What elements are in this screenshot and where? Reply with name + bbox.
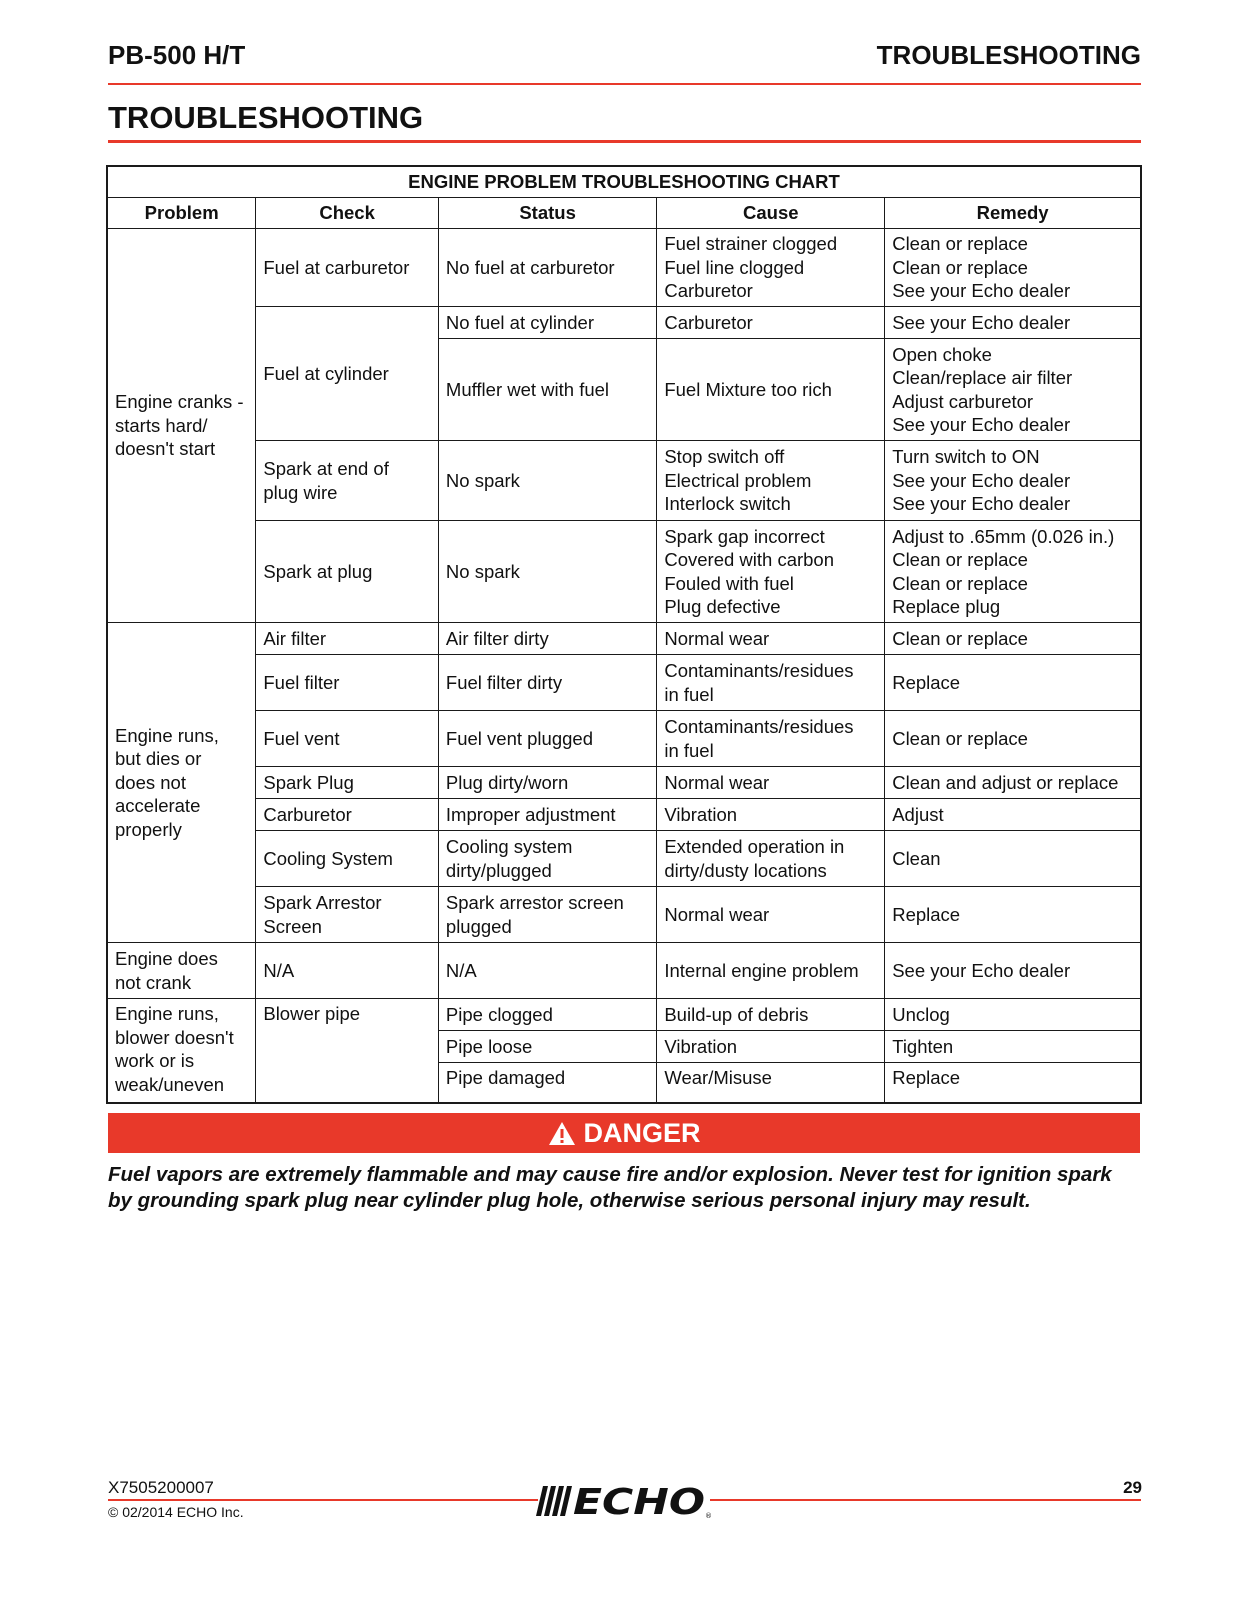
remedy-cell: Unclog	[885, 999, 1141, 1031]
status-cell: Improper adjustment	[438, 799, 656, 831]
check-cell: Fuel filter	[256, 655, 439, 711]
warning-triangle-icon	[547, 1120, 577, 1147]
title-rule	[108, 140, 1141, 143]
cause-cell: Build-up of debris	[657, 999, 885, 1031]
cause-cell: Fuel strainer clogged Fuel line clogged Carburetor	[657, 229, 885, 307]
table-row	[107, 799, 1141, 831]
table-row	[107, 767, 1141, 799]
header-rule	[108, 83, 1141, 85]
cause-cell: Carburetor	[657, 307, 885, 339]
problem-cell: Engine cranks - starts hard/ doesn't start	[107, 229, 256, 623]
check-cell: Fuel at carburetor	[256, 229, 439, 307]
status-cell: N/A	[438, 943, 656, 999]
remedy-cell: Clean and adjust or replace	[885, 767, 1141, 799]
remedy-cell: See your Echo dealer	[885, 943, 1141, 999]
status-cell: Plug dirty/worn	[438, 767, 656, 799]
column-header: Check	[256, 198, 439, 229]
danger-banner	[108, 1113, 1140, 1153]
status-cell: Fuel vent plugged	[438, 711, 656, 767]
remedy-cell: Clean or replace	[885, 711, 1141, 767]
status-cell: No fuel at carburetor	[438, 229, 656, 307]
table-row	[107, 999, 1141, 1031]
document-code: X7505200007	[108, 1478, 214, 1497]
cause-cell: Stop switch off Electrical problem Interlock switch	[657, 441, 885, 521]
remedy-cell: Adjust	[885, 799, 1141, 831]
logo-wordmark: ECHO	[573, 1482, 705, 1520]
table-row	[107, 229, 1141, 307]
cause-cell: Internal engine problem	[657, 943, 885, 999]
cause-cell: Wear/Misuse	[657, 1063, 885, 1103]
cause-cell: Normal wear	[657, 767, 885, 799]
check-cell: Spark Arrestor Screen	[256, 887, 439, 943]
remedy-cell: Clean or replace	[885, 623, 1141, 655]
table-row	[107, 887, 1141, 943]
table-row	[107, 521, 1141, 623]
cause-cell: Spark gap incorrect Covered with carbon Fouled with fuel Plug defective	[657, 521, 885, 623]
status-cell: No fuel at cylinder	[438, 307, 656, 339]
check-cell: Blower pipe	[256, 999, 439, 1103]
table-row	[107, 943, 1141, 999]
column-header: Problem	[107, 198, 256, 229]
danger-label: DANGER	[583, 1117, 701, 1148]
status-cell: Muffler wet with fuel	[438, 339, 656, 441]
problem-cell: Engine does not crank	[107, 943, 256, 999]
footer-rule	[710, 1499, 1141, 1501]
echo-logo	[535, 1482, 715, 1525]
remedy-cell: Replace	[885, 887, 1141, 943]
status-cell: Spark arrestor screen plugged	[438, 887, 656, 943]
remedy-cell: Clean	[885, 831, 1141, 887]
remedy-cell: Clean or replace Clean or replace See your Echo dealer	[885, 229, 1141, 307]
check-cell: Fuel at cylinder	[256, 307, 439, 441]
remedy-cell: Replace	[885, 655, 1141, 711]
check-cell: Cooling System	[256, 831, 439, 887]
status-cell: Cooling system dirty/plugged	[438, 831, 656, 887]
check-cell: Fuel vent	[256, 711, 439, 767]
check-cell: Spark Plug	[256, 767, 439, 799]
column-header: Remedy	[885, 198, 1141, 229]
cause-cell: Contaminants/residues in fuel	[657, 655, 885, 711]
section-name: TROUBLESHOOTING	[876, 40, 1141, 70]
table-row	[107, 307, 1141, 339]
table-row	[107, 831, 1141, 887]
status-cell: Fuel filter dirty	[438, 655, 656, 711]
remedy-cell: Replace	[885, 1063, 1141, 1103]
problem-cell: Engine runs, but dies or does not accelerate properly	[107, 623, 256, 943]
troubleshooting-table	[106, 165, 1142, 1104]
copyright: © 02/2014 ECHO Inc.	[108, 1504, 244, 1520]
remedy-cell: Turn switch to ON See your Echo dealer See your Echo dealer	[885, 441, 1141, 521]
check-cell: Air filter	[256, 623, 439, 655]
status-cell: Pipe damaged	[438, 1063, 656, 1103]
check-cell: Carburetor	[256, 799, 439, 831]
status-cell: Pipe loose	[438, 1031, 656, 1063]
table-row	[107, 711, 1141, 767]
cause-cell: Normal wear	[657, 887, 885, 943]
footer-rule	[108, 1499, 538, 1501]
model-name: PB-500 H/T	[108, 40, 246, 70]
check-cell: N/A	[256, 943, 439, 999]
svg-text:®: ®	[705, 1512, 712, 1520]
status-cell: No spark	[438, 441, 656, 521]
check-cell: Spark at plug	[256, 521, 439, 623]
cause-cell: Vibration	[657, 799, 885, 831]
remedy-cell: Adjust to .65mm (0.026 in.) Clean or replace Clean or replace Replace plug	[885, 521, 1141, 623]
cause-cell: Normal wear	[657, 623, 885, 655]
status-cell: Pipe clogged	[438, 999, 656, 1031]
remedy-cell: Open choke Clean/replace air filter Adjust carburetor See your Echo dealer	[885, 339, 1141, 441]
status-cell: No spark	[438, 521, 656, 623]
cause-cell: Fuel Mixture too rich	[657, 339, 885, 441]
cause-cell: Contaminants/residues in fuel	[657, 711, 885, 767]
table-row	[107, 441, 1141, 521]
table-row	[107, 655, 1141, 711]
table-row	[107, 623, 1141, 655]
cause-cell: Vibration	[657, 1031, 885, 1063]
remedy-cell: Tighten	[885, 1031, 1141, 1063]
status-cell: Air filter dirty	[438, 623, 656, 655]
table-title: ENGINE PROBLEM TROUBLESHOOTING CHART	[107, 166, 1141, 198]
page-title: TROUBLESHOOTING	[108, 100, 424, 135]
column-header: Cause	[657, 198, 885, 229]
page-number: 29	[1123, 1478, 1142, 1497]
problem-cell: Engine runs, blower doesn't work or is weak/uneven	[107, 999, 256, 1103]
remedy-cell: See your Echo dealer	[885, 307, 1141, 339]
cause-cell: Extended operation in dirty/dusty locations	[657, 831, 885, 887]
column-header: Status	[438, 198, 656, 229]
check-cell: Spark at end of plug wire	[256, 441, 439, 521]
danger-text: Fuel vapors are extremely flammable and may cause fire and/or explosion. Never test for ignition spark by grounding spark plug near cylinder plug hole, otherwise serious personal injury may result.	[108, 1163, 1112, 1212]
